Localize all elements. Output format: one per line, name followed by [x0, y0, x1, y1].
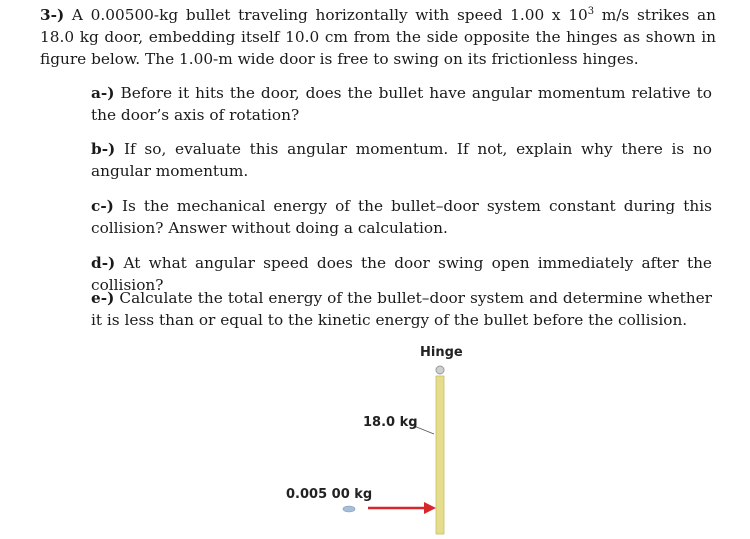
question-a-text: Before it hits the door, does the bullet have angular momentum relative to the door’s axis of rotation?	[91, 84, 712, 124]
hinge-icon	[436, 366, 444, 374]
question-c-text: Is the mechanical energy of the bullet–door system constant during this collision? Answer without doing a calculation.	[91, 197, 712, 237]
question-d-label: d-)	[91, 254, 116, 272]
door-mass-label: 18.0 kg	[363, 415, 418, 430]
question-e-text: Calculate the total energy of the bullet–door system and determine whether it is less than or equal to the kinetic energy of the bullet before the collision.	[91, 289, 712, 329]
question-b-label: b-)	[91, 140, 116, 158]
hinge-label: Hinge	[420, 345, 463, 360]
problem-text-2: m/s strikes an 18.0 kg door, embedding itself 10.0 cm from the side opposite the hinges as shown in figure below. The 1.00-m wide door is free to swing on its frictionless hinges.	[40, 6, 716, 68]
bullet-shape	[343, 506, 355, 512]
question-b-text: If so, evaluate this angular momentum. If not, explain why there is no angular momentum.	[91, 140, 712, 180]
problem-text-1: A 0.00500-kg bullet traveling horizontally with speed 1.00 x 10	[71, 6, 588, 24]
question-c-label: c-)	[91, 197, 114, 215]
question-d-text: At what angular speed does the door swing open immediately after the collision?	[91, 254, 712, 294]
door-shape	[436, 376, 444, 534]
question-e-label: e-)	[91, 289, 115, 307]
bullet-mass-label: 0.005 00 kg	[286, 487, 373, 502]
problem-number: 3-)	[40, 6, 65, 24]
question-a-label: a-)	[91, 84, 115, 102]
problem-exponent: 3	[587, 5, 595, 17]
velocity-arrow-head	[424, 502, 436, 514]
